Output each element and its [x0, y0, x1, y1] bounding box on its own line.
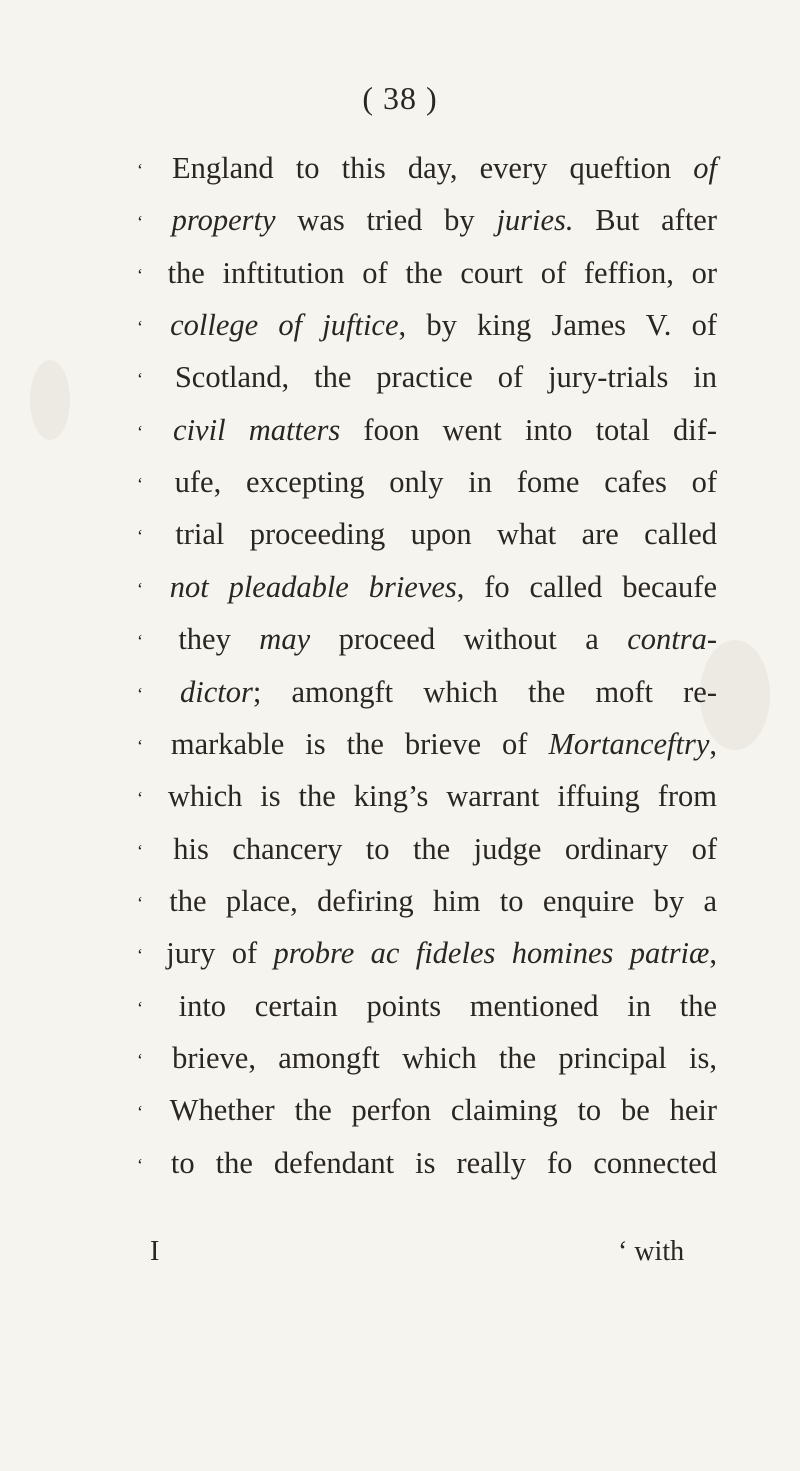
- quote-mark: ‘: [137, 369, 165, 390]
- line-text: Scotland, the practice of jury-trials in: [174, 360, 718, 395]
- paper-stain: [30, 360, 70, 440]
- quote-mark: ‘: [137, 683, 171, 704]
- quote-mark: ‘: [137, 264, 158, 285]
- line-text: Whether the perfon claiming to be heir: [169, 1093, 717, 1128]
- italic-text: property: [171, 203, 276, 238]
- text-line: [137, 148, 717, 188]
- text-line: [137, 200, 717, 240]
- text-line: [137, 724, 717, 764]
- page-number: ( 38 ): [362, 80, 438, 116]
- quote-mark: ‘: [137, 1102, 160, 1123]
- text-line: [137, 986, 717, 1026]
- text-line: [137, 672, 717, 712]
- quote-mark: ‘: [137, 788, 158, 809]
- text-line: [137, 357, 717, 397]
- line-text: the inftitution of the court of feffion, or: [167, 255, 717, 290]
- italic-text: contra-: [627, 622, 717, 657]
- quote-mark: ‘: [137, 997, 169, 1018]
- text-line: [137, 619, 717, 659]
- line-text: markable is the brieve of: [170, 726, 549, 761]
- quote-mark: ‘: [137, 1049, 163, 1070]
- text-line: [137, 829, 717, 869]
- quote-mark: ‘: [137, 945, 157, 966]
- line-text: jury of: [166, 936, 274, 971]
- text-line: [137, 1143, 717, 1183]
- quote-mark: ‘: [137, 578, 160, 599]
- signature-mark: I: [150, 1236, 160, 1267]
- line-text: ,: [709, 726, 718, 761]
- italic-text: juries.: [496, 203, 574, 238]
- text-line: [137, 410, 717, 450]
- line-text: proceed without a: [310, 622, 628, 657]
- text-line: [137, 776, 717, 816]
- italic-text: not pleadable brieves: [169, 569, 457, 604]
- line-text: they: [178, 622, 260, 657]
- line-text: ufe, excepting only in fome cafes of: [174, 465, 717, 500]
- line-text: his chancery to the judge ordinary of: [173, 831, 717, 866]
- text-line: [137, 462, 717, 502]
- italic-text: civil matters: [173, 412, 341, 447]
- line-text: which is the king’s warrant iffuing from: [167, 779, 717, 814]
- quote-mark: ‘: [137, 840, 164, 861]
- italic-text: Mortanceftry: [548, 726, 710, 761]
- quote-mark: ‘: [137, 474, 165, 495]
- line-text: England to this day, every queftion: [172, 151, 694, 185]
- quote-mark: ‘: [137, 317, 161, 338]
- text-line: [137, 1090, 717, 1130]
- line-text: the place, defiring him to enquire by a: [169, 883, 718, 918]
- line-text: ,: [709, 936, 718, 971]
- line-text: foon went into total dif-: [340, 412, 718, 447]
- italic-text: probre ac fideles homines patriæ: [273, 936, 710, 971]
- italic-text: college of juftice: [170, 308, 399, 343]
- italic-text: may: [259, 622, 311, 657]
- text-line: [137, 933, 717, 973]
- quote-mark: ‘: [137, 212, 162, 233]
- quote-mark: ‘: [137, 160, 162, 180]
- text-line: [137, 567, 717, 607]
- line-text: was tried by: [275, 203, 497, 238]
- line-text: brieve, amongft which the principal is,: [172, 1040, 717, 1075]
- line-text: , fo called becaufe: [456, 569, 717, 604]
- text-line: [137, 305, 717, 345]
- line-text: into certain points mentioned in the: [178, 988, 717, 1023]
- italic-text: of: [693, 151, 717, 185]
- line-text: ; amongft which the moft re-: [252, 674, 718, 709]
- quote-mark: ‘: [137, 526, 166, 547]
- quote-mark: ‘: [137, 631, 169, 652]
- catchword: ‘ with: [618, 1236, 685, 1267]
- italic-text: dictor: [180, 674, 253, 709]
- line-text: But after: [573, 203, 718, 238]
- text-line: [137, 1038, 717, 1078]
- quote-mark: ‘: [137, 892, 160, 913]
- quote-mark: ‘: [137, 421, 164, 442]
- quote-mark: ‘: [137, 735, 161, 756]
- text-line: [137, 514, 717, 554]
- text-line: [137, 253, 717, 293]
- text-line: [137, 881, 717, 921]
- line-text: to the defendant is really fo connected: [170, 1145, 718, 1180]
- quote-mark: ‘: [137, 1154, 161, 1175]
- line-text: , by king James V. of: [398, 308, 717, 343]
- line-text: trial proceeding upon what are called: [175, 517, 717, 552]
